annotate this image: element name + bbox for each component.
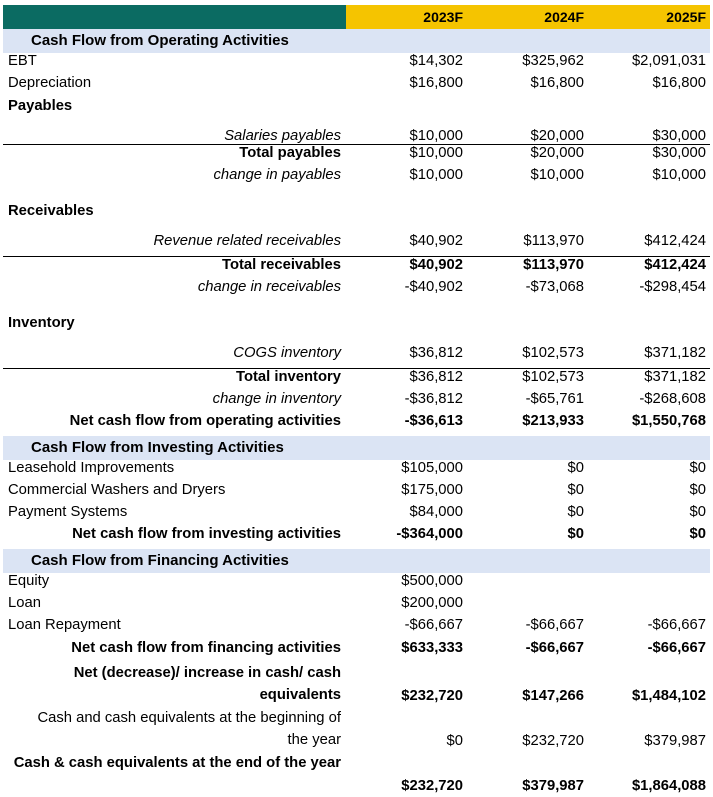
row-payment-systems — [3, 504, 710, 526]
row-leasehold — [3, 460, 710, 482]
section-financing — [3, 549, 710, 573]
row-receivables-heading — [3, 189, 710, 233]
row-loan-repayment — [3, 617, 710, 639]
cell-2023[interactable]: $0 — [446, 732, 463, 749]
row-label: EBT — [8, 53, 37, 69]
cell-2024[interactable]: $325,962 — [522, 53, 584, 69]
row-label: change in receivables — [197, 279, 341, 296]
row-label: Total payables — [239, 144, 341, 161]
cell-2024[interactable]: $0 — [567, 526, 584, 543]
cell-2025[interactable]: $371,182 — [644, 368, 706, 385]
cell-2024[interactable]: $0 — [567, 459, 584, 476]
row-label: Net cash flow from financing activities — [71, 639, 341, 656]
header-row — [3, 5, 710, 29]
cell-2025[interactable]: $16,800 — [652, 75, 706, 92]
row-total-receivables — [3, 256, 710, 279]
row-change-inventory — [3, 391, 710, 413]
cell-2024[interactable]: $147,266 — [522, 687, 584, 704]
group-heading: Inventory — [8, 315, 75, 332]
group-heading: Receivables — [8, 203, 94, 220]
cell-2024[interactable] — [467, 595, 588, 617]
row-label: change in inventory — [212, 390, 341, 407]
row-ebt — [3, 53, 710, 75]
cell-2024[interactable]: $113,970 — [523, 233, 584, 250]
row-label: Commercial Washers and Dryers — [8, 481, 226, 498]
row-label: Net (decrease)/ increase in cash/ cash equivalents — [73, 664, 341, 703]
row-label: Net cash flow from operating activities — [69, 413, 341, 430]
row-label: Salaries payables — [224, 127, 341, 144]
section-title: Cash Flow from Financing Activities — [31, 551, 289, 569]
cell-2023[interactable]: -$364,000 — [396, 526, 463, 543]
cell-2023[interactable]: $232,720 — [401, 687, 463, 704]
cell-2025[interactable]: $412,424 — [644, 256, 706, 273]
cell-2023[interactable]: $10,000 — [409, 144, 463, 161]
cell-2024[interactable]: $113,970 — [523, 256, 584, 273]
cell-2023[interactable]: $633,333 — [401, 639, 463, 656]
cell-2025[interactable]: -$298,454 — [639, 279, 706, 296]
cell-2023[interactable]: $10,000 — [409, 127, 463, 144]
cell-2024[interactable]: $20,000 — [530, 144, 584, 161]
row-label: Leasehold Improvements — [8, 459, 175, 476]
row-label: change in payables — [213, 167, 341, 184]
cell-2023[interactable]: -$40,902 — [404, 279, 463, 296]
cell-2025[interactable] — [588, 573, 710, 595]
cell-2023[interactable]: $10,000 — [409, 167, 463, 184]
row-payables-heading — [3, 98, 710, 120]
cash-flow-sheet — [0, 5, 713, 794]
row-label: Cash & cash equivalents at the end of the year — [13, 754, 341, 771]
cell-2025[interactable]: -$268,608 — [639, 390, 706, 407]
cell-2025[interactable]: $10,000 — [652, 167, 706, 184]
row-salaries-payables — [3, 120, 710, 144]
cell-2024[interactable]: $379,987 — [522, 777, 584, 794]
cell-2024[interactable]: $232,720 — [522, 732, 584, 749]
cell-2024[interactable]: $102,573 — [522, 368, 584, 385]
cell-2023[interactable]: -$66,667 — [404, 617, 463, 634]
cell-2024[interactable]: $16,800 — [530, 75, 584, 92]
header-year-2023[interactable]: 2023F — [346, 5, 467, 29]
cell-2025[interactable]: $0 — [689, 526, 706, 543]
cell-2025[interactable]: -$66,667 — [647, 639, 706, 656]
cell-2023[interactable]: $36,812 — [409, 345, 463, 362]
row-ending-cash — [3, 752, 710, 797]
cell-2023[interactable]: $200,000 — [401, 595, 463, 612]
cell-2024[interactable]: $213,933 — [522, 413, 584, 430]
cell-2023[interactable]: -$36,613 — [404, 413, 463, 430]
cell-2023[interactable]: $40,902 — [409, 233, 463, 250]
cell-2024[interactable]: -$66,667 — [525, 639, 584, 656]
cell-2025[interactable]: $1,550,768 — [631, 413, 706, 430]
cell-2023[interactable]: $175,000 — [401, 481, 463, 498]
cell-2025[interactable] — [588, 595, 710, 617]
row-change-payables — [3, 167, 710, 189]
row-label: Net cash flow from investing activities — [72, 526, 341, 543]
cell-2025[interactable]: $371,182 — [644, 345, 706, 362]
cell-2025[interactable]: $0 — [689, 459, 706, 476]
row-label: Total inventory — [236, 368, 341, 385]
section-title: Cash Flow from Investing Activities — [31, 438, 284, 456]
cell-2023[interactable]: $232,720 — [401, 777, 463, 794]
row-label: COGS inventory — [233, 345, 341, 362]
cell-2024[interactable]: -$66,667 — [525, 617, 584, 634]
cell-2023[interactable]: $36,812 — [409, 368, 463, 385]
cell-2025[interactable]: $0 — [689, 504, 706, 521]
cell-2025[interactable]: $1,484,102 — [631, 687, 706, 704]
row-total-inventory — [3, 368, 710, 391]
section-investing — [3, 436, 710, 460]
cell-2025[interactable]: $1,864,088 — [631, 777, 706, 794]
cell-2024[interactable]: $0 — [567, 481, 584, 498]
cell-2024[interactable]: -$73,068 — [525, 279, 584, 296]
group-heading: Payables — [8, 97, 73, 114]
row-equity — [3, 573, 710, 595]
row-label: Cash and cash equivalents at the beginning of the year — [37, 709, 341, 748]
row-net-change — [3, 662, 710, 707]
cell-2025[interactable]: $0 — [689, 481, 706, 498]
cell-2023[interactable]: $40,902 — [409, 256, 463, 273]
row-loan — [3, 595, 710, 617]
header-year-2024[interactable]: 2024F — [467, 5, 588, 29]
cell-2023[interactable]: $105,000 — [401, 459, 463, 476]
cell-2024[interactable] — [467, 573, 588, 595]
row-label: Payment Systems — [8, 504, 128, 521]
row-revenue-receivables — [3, 233, 710, 255]
row-label: Total receivables — [222, 256, 341, 273]
cell-2025[interactable]: -$66,667 — [647, 617, 706, 634]
row-depreciation — [3, 75, 710, 97]
cell-2023[interactable]: $14,302 — [409, 53, 463, 69]
row-washers — [3, 482, 710, 504]
row-label: Equity — [8, 572, 50, 589]
cell-2025[interactable]: $30,000 — [652, 127, 706, 144]
row-beginning-cash — [3, 707, 710, 752]
cell-2023[interactable]: $84,000 — [409, 504, 463, 521]
row-inventory-heading — [3, 301, 710, 345]
cell-2023[interactable]: $500,000 — [401, 572, 463, 589]
cell-2025[interactable]: $412,424 — [644, 233, 706, 250]
row-total-payables — [3, 144, 710, 167]
section-title: Cash Flow from Operating Activities — [31, 32, 289, 49]
cell-2023[interactable]: -$36,812 — [404, 390, 463, 407]
cell-2024[interactable]: $0 — [567, 504, 584, 521]
cell-2025[interactable]: $379,987 — [644, 732, 706, 749]
cell-2025[interactable]: $30,000 — [652, 144, 706, 161]
cell-2025[interactable]: $2,091,031 — [631, 53, 706, 69]
cell-2024[interactable]: $20,000 — [530, 127, 584, 144]
header-year-2025[interactable]: 2025F — [588, 5, 710, 29]
row-label: Loan Repayment — [8, 617, 121, 634]
cell-2024[interactable]: -$65,761 — [525, 390, 584, 407]
row-label: Loan — [8, 595, 41, 612]
row-label: Depreciation — [8, 75, 92, 92]
row-net-operating — [3, 413, 710, 435]
row-net-investing — [3, 526, 710, 548]
section-operating — [3, 29, 710, 53]
cell-2024[interactable]: $10,000 — [530, 167, 584, 184]
row-label: Revenue related receivables — [153, 233, 341, 250]
row-change-receivables — [3, 279, 710, 301]
cell-2024[interactable]: $102,573 — [522, 345, 584, 362]
cell-2023[interactable]: $16,800 — [409, 75, 463, 92]
header-label-cell — [3, 5, 346, 29]
row-cogs-inventory — [3, 345, 710, 367]
row-net-financing — [3, 640, 710, 662]
